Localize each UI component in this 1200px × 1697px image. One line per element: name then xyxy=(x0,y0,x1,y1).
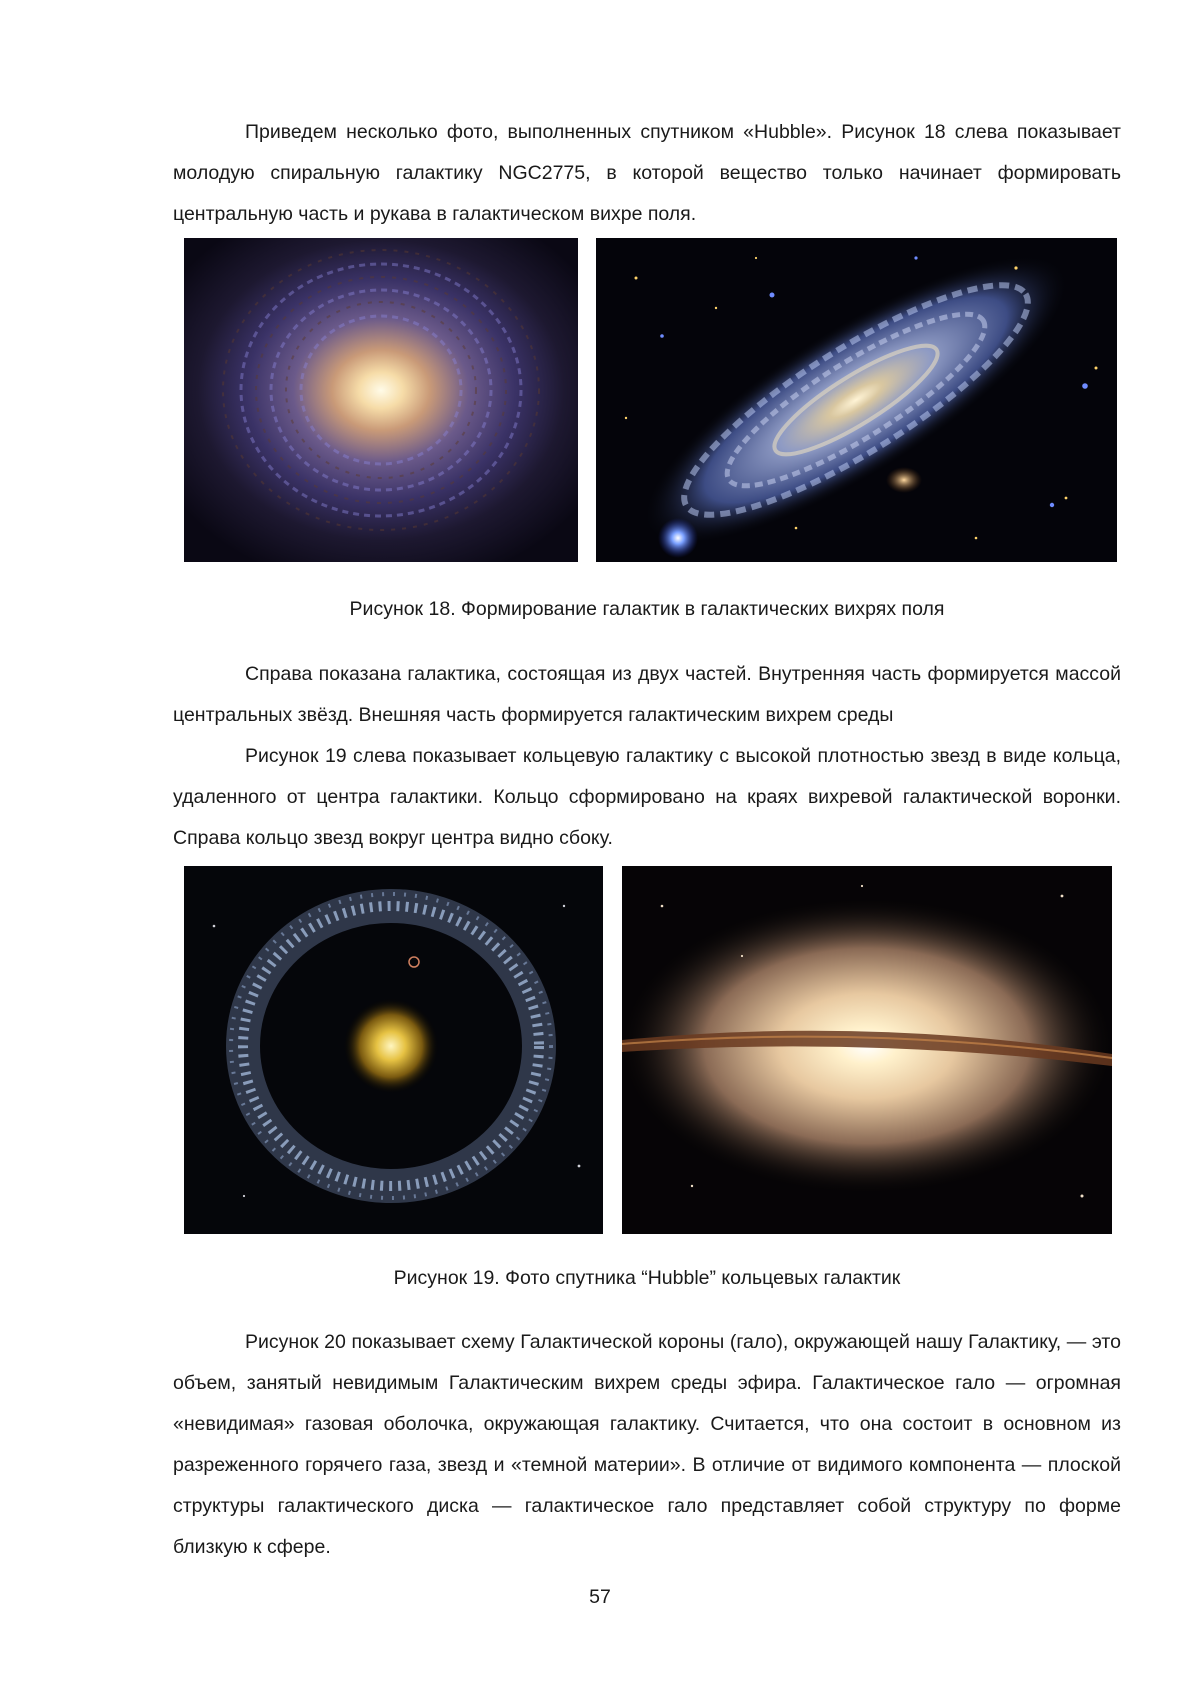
paragraph-intro: Приведем несколько фото, выполненных спутником «Hubble». Рисунок 18 слева показывает молодую спиральную галактику NGC2775, в которой вещество только начинает формировать центральную часть и рукава в галактическом вихре поля. xyxy=(173,121,1121,225)
page-number: 57 xyxy=(589,1586,611,1608)
photo-ring-galaxy xyxy=(184,866,603,1234)
paragraph-galactic-halo: Рисунок 20 показывает схему Галактической короны (гало), окружающей нашу Галактику, — это объем, занятый невидимым Галактическим вихрем среды эфира. Галактическое гало — огромная «невидимая» газовая оболочка, окружающая галактику. Считается, что она состоит в основном из разреженного горячего газа, звезд и «темной материи». В отличие от видимого компонента — плоской структуры галактического диска — галактическое гало представляет собой структуру по форме близкую к сфере. xyxy=(173,1331,1121,1558)
figure-18-caption: Рисунок 18. Формирование галактик в галактических вихрях поля xyxy=(349,598,945,620)
photo-edge-on-galaxy xyxy=(622,866,1112,1234)
paragraph-two-part-galaxy: Справа показана галактика, состоящая из двух частей. Внутренняя часть формируется массой центральных звёзд. Внешняя часть формируется галактическим вихрем среды xyxy=(173,663,1121,726)
paragraph-ring-galaxy: Рисунок 19 слева показывает кольцевую галактику с высокой плотностью звезд в виде кольца, удаленного от центра галактики. Кольцо сформировано на краях вихревой галактической воронки. Справа кольцо звезд вокруг центра видно сбоку. xyxy=(173,745,1121,849)
figure-19-caption: Рисунок 19. Фото спутника “Hubble” кольцевых галактик xyxy=(393,1267,901,1289)
photo-two-part-galaxy xyxy=(596,238,1117,562)
photo-spiral-galaxy-ngc2775 xyxy=(184,238,578,562)
